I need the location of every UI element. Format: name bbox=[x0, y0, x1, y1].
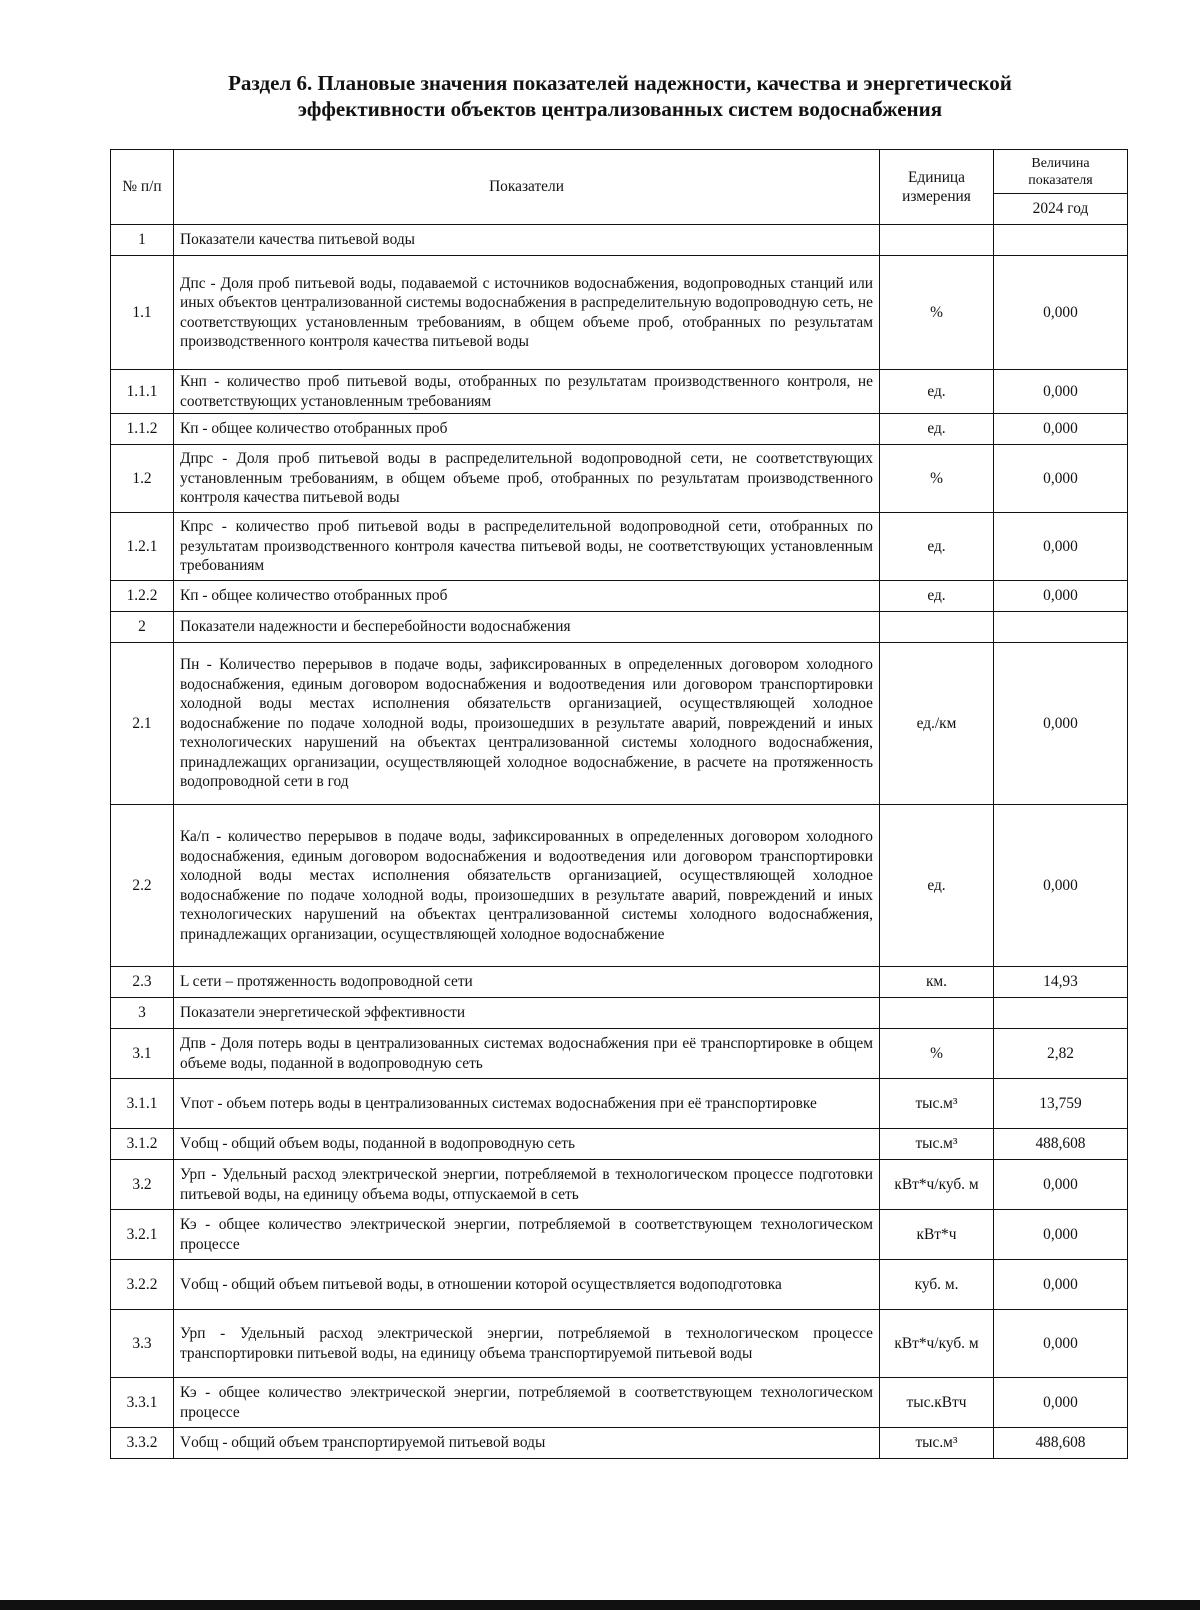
row-description: Кп - общее количество отобранных проб bbox=[174, 414, 880, 445]
row-value: 0,000 bbox=[994, 1160, 1128, 1210]
row-value: 0,000 bbox=[994, 370, 1128, 414]
row-description: Пн - Количество перерывов в подаче воды, зафиксированных в определенных договором холодного водоснабжения, единым договором водоснабжения и водоотведения или договором транспортировки холодной воды местах исполнения обязательств организацией, осуществляющей холодное водоснабжение по подаче холодной воды, произошедших в результате аварий, повреждений и иных технологических нарушений на объектах централизованной системы холодного водоснабжения, принадлежащих организации, осуществляющей холодное водоснабжение, в расчете на протяженность водопроводной сети в год bbox=[174, 643, 880, 805]
table-row bbox=[111, 612, 1128, 643]
row-value: 0,000 bbox=[994, 643, 1128, 805]
row-description: Дпс - Доля проб питьевой воды, подаваемой с источников водоснабжения, водопроводных станций или иных объектов централизованной системы водоснабжения в распределительную водопроводную сеть, не соответствующих установленным требованиям, в общем объеме проб, отобранных по результатам производственного контроля качества питьевой воды bbox=[174, 256, 880, 370]
table-row bbox=[111, 414, 1128, 445]
row-description: Vобщ - общий объем воды, поданной в водопроводную сеть bbox=[174, 1129, 880, 1160]
row-description: Показатели энергетической эффективности bbox=[174, 998, 880, 1029]
row-unit: кВт*ч/куб. м bbox=[880, 1310, 994, 1378]
row-number: 3.2 bbox=[111, 1160, 174, 1210]
title-line-2: эффективности объектов централизованных систем водоснабжения bbox=[297, 97, 943, 121]
row-value bbox=[994, 612, 1128, 643]
row-unit: тыс.кВтч bbox=[880, 1378, 994, 1428]
row-unit: тыс.м³ bbox=[880, 1129, 994, 1160]
table-row bbox=[111, 1210, 1128, 1260]
table-row bbox=[111, 1079, 1128, 1129]
row-unit bbox=[880, 225, 994, 256]
row-value bbox=[994, 225, 1128, 256]
row-number: 1.2.2 bbox=[111, 581, 174, 612]
table-row bbox=[111, 998, 1128, 1029]
row-value bbox=[994, 998, 1128, 1029]
row-number: 3.1.2 bbox=[111, 1129, 174, 1160]
row-description: Vобщ - общий объем транспортируемой питьевой воды bbox=[174, 1428, 880, 1459]
row-value: 488,608 bbox=[994, 1129, 1128, 1160]
table-row bbox=[111, 805, 1128, 967]
row-number: 2.1 bbox=[111, 643, 174, 805]
row-unit: кВт*ч/куб. м bbox=[880, 1160, 994, 1210]
row-number: 3.3 bbox=[111, 1310, 174, 1378]
row-value: 0,000 bbox=[994, 1378, 1128, 1428]
indicators-table bbox=[110, 149, 1128, 1459]
table-row bbox=[111, 1428, 1128, 1459]
page-title bbox=[110, 70, 1130, 122]
table-row bbox=[111, 1310, 1128, 1378]
table-row bbox=[111, 581, 1128, 612]
row-unit bbox=[880, 612, 994, 643]
row-description: Vпот - объем потерь воды в централизованных системах водоснабжения при её транспортировке bbox=[174, 1079, 880, 1129]
row-unit: км. bbox=[880, 967, 994, 998]
row-description: Кп - общее количество отобранных проб bbox=[174, 581, 880, 612]
row-description: Кэ - общее количество электрической энергии, потребляемой в соответствующем технологическом процессе bbox=[174, 1210, 880, 1260]
row-number: 1.2.1 bbox=[111, 513, 174, 581]
row-description: Дпрс - Доля проб питьевой воды в распределительной водопроводной сети, не соответствующих установленным требованиям, в общем объеме проб, отобранных по результатам производственного контроля качества питьевой воды bbox=[174, 445, 880, 513]
row-value: 13,759 bbox=[994, 1079, 1128, 1129]
table-row bbox=[111, 1378, 1128, 1428]
header-indicators: Показатели bbox=[174, 150, 880, 225]
table-row bbox=[111, 967, 1128, 998]
row-description: Дпв - Доля потерь воды в централизованных системах водоснабжения при её транспортировке в общем объеме воды, поданной в водопроводную сеть bbox=[174, 1029, 880, 1079]
table-row bbox=[111, 256, 1128, 370]
row-number: 2.2 bbox=[111, 805, 174, 967]
row-description: L сети – протяженность водопроводной сети bbox=[174, 967, 880, 998]
row-number: 3.1 bbox=[111, 1029, 174, 1079]
scan-bottom-edge bbox=[0, 1600, 1200, 1610]
row-unit: ед. bbox=[880, 370, 994, 414]
row-unit: ед. bbox=[880, 805, 994, 967]
row-unit: % bbox=[880, 445, 994, 513]
row-unit: ед./км bbox=[880, 643, 994, 805]
row-unit: ед. bbox=[880, 513, 994, 581]
row-value: 0,000 bbox=[994, 445, 1128, 513]
row-value: 14,93 bbox=[994, 967, 1128, 998]
row-unit bbox=[880, 998, 994, 1029]
row-value: 0,000 bbox=[994, 581, 1128, 612]
row-unit: % bbox=[880, 256, 994, 370]
row-unit: тыс.м³ bbox=[880, 1079, 994, 1129]
row-number: 3.2.2 bbox=[111, 1260, 174, 1310]
row-value: 0,000 bbox=[994, 1210, 1128, 1260]
row-description: Кнп - количество проб питьевой воды, отобранных по результатам производственного контроля, не соответствующих установленным требованиям bbox=[174, 370, 880, 414]
row-number: 2.3 bbox=[111, 967, 174, 998]
table-row bbox=[111, 225, 1128, 256]
row-number: 3 bbox=[111, 998, 174, 1029]
row-value: 488,608 bbox=[994, 1428, 1128, 1459]
row-number: 1.2 bbox=[111, 445, 174, 513]
header-row bbox=[111, 150, 1128, 194]
row-number: 1.1.2 bbox=[111, 414, 174, 445]
row-number: 3.3.2 bbox=[111, 1428, 174, 1459]
row-value: 0,000 bbox=[994, 513, 1128, 581]
row-unit: кВт*ч bbox=[880, 1210, 994, 1260]
row-number: 3.2.1 bbox=[111, 1210, 174, 1260]
row-description: Кэ - общее количество электрической энергии, потребляемой в соответствующем технологическом процессе bbox=[174, 1378, 880, 1428]
row-value: 0,000 bbox=[994, 805, 1128, 967]
table-row bbox=[111, 1160, 1128, 1210]
row-unit: куб. м. bbox=[880, 1260, 994, 1310]
row-description: Кпрс - количество проб питьевой воды в распределительной водопроводной сети, отобранных по результатам производственного контроля качества питьевой воды, не соответствующих установленным требованиям bbox=[174, 513, 880, 581]
row-description: Урп - Удельный расход электрической энергии, потребляемой в технологическом процессе подготовки питьевой воды, на единицу объема воды, отпускаемой в сеть bbox=[174, 1160, 880, 1210]
row-number: 3.1.1 bbox=[111, 1079, 174, 1129]
row-description: Показатели качества питьевой воды bbox=[174, 225, 880, 256]
table-row bbox=[111, 1260, 1128, 1310]
header-value-group: Величина показателя bbox=[994, 150, 1128, 194]
row-value: 0,000 bbox=[994, 1260, 1128, 1310]
table-row bbox=[111, 513, 1128, 581]
header-year: 2024 год bbox=[994, 194, 1128, 225]
header-num: № п/п bbox=[111, 150, 174, 225]
row-number: 1 bbox=[111, 225, 174, 256]
row-unit: тыс.м³ bbox=[880, 1428, 994, 1459]
row-value: 0,000 bbox=[994, 1310, 1128, 1378]
title-line-1: Раздел 6. Плановые значения показателей надежности, качества и энергетической bbox=[228, 71, 1012, 95]
row-description: Ка/п - количество перерывов в подаче воды, зафиксированных в определенных договором холодного водоснабжения, единым договором водоснабжения и водоотведения или договором транспортировки холодной воды местах исполнения обязательств организацией, осуществляющей холодное водоснабжение по подаче холодной воды, произошедших в результате аварий, повреждений и иных технологических нарушений на объектах централизованной системы холодного водоснабжения, принадлежащих организации, осуществляющей холодное водоснабжение bbox=[174, 805, 880, 967]
table-row bbox=[111, 1129, 1128, 1160]
row-value: 0,000 bbox=[994, 256, 1128, 370]
row-unit: ед. bbox=[880, 581, 994, 612]
row-value: 0,000 bbox=[994, 414, 1128, 445]
row-number: 3.3.1 bbox=[111, 1378, 174, 1428]
row-number: 2 bbox=[111, 612, 174, 643]
row-description: Vобщ - общий объем питьевой воды, в отношении которой осуществляется водоподготовка bbox=[174, 1260, 880, 1310]
header-unit: Единица измерения bbox=[880, 150, 994, 225]
row-description: Урп - Удельный расход электрической энергии, потребляемой в технологическом процессе транспортировки питьевой воды, на единицу объема транспортируемой питьевой воды bbox=[174, 1310, 880, 1378]
row-value: 2,82 bbox=[994, 1029, 1128, 1079]
table-row bbox=[111, 370, 1128, 414]
table-row bbox=[111, 445, 1128, 513]
row-description: Показатели надежности и бесперебойности водоснабжения bbox=[174, 612, 880, 643]
table-row bbox=[111, 1029, 1128, 1079]
table-row bbox=[111, 643, 1128, 805]
row-unit: % bbox=[880, 1029, 994, 1079]
row-unit: ед. bbox=[880, 414, 994, 445]
row-number: 1.1 bbox=[111, 256, 174, 370]
row-number: 1.1.1 bbox=[111, 370, 174, 414]
